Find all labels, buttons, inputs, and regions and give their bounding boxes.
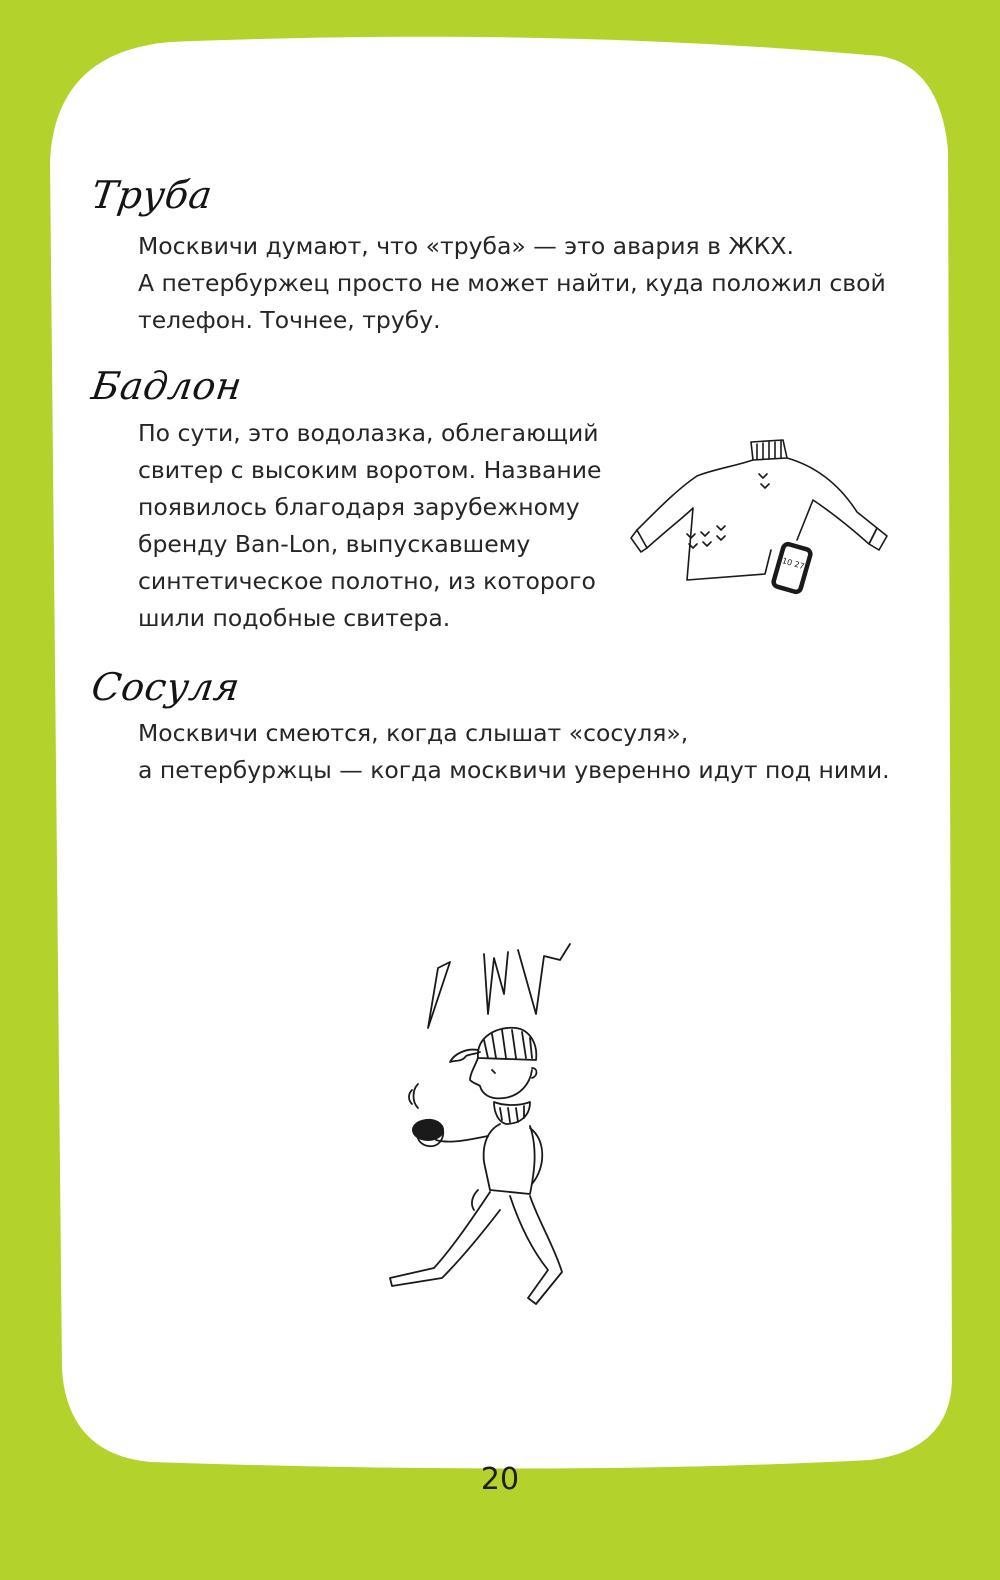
- entry-line: бренду Ban-Lon, выпускавшему: [138, 530, 531, 558]
- entry-text-truba: [138, 228, 886, 339]
- entry-line: А петербуржец просто не может найти, куда положил свой: [138, 269, 886, 297]
- entry-line: а петербуржцы — когда москвичи уверенно идут под ними.: [138, 756, 890, 784]
- entry-line: По сути, это водолазка, облегающий: [138, 419, 599, 447]
- entry-text-badlon: [138, 415, 602, 637]
- entry-line: Москвичи смеются, когда слышат «сосуля»,: [138, 719, 689, 747]
- entry-line: синтетическое полотно, из которого: [138, 567, 596, 595]
- person-walking-under-icicles-icon: [370, 930, 610, 1320]
- entry-title-truba: Труба: [88, 173, 216, 217]
- entry-line: свитер с высоким воротом. Название: [138, 456, 602, 484]
- entry-title-sosulya: Сосуля: [88, 665, 243, 709]
- entry-line: появилось благодаря зарубежному: [138, 493, 580, 521]
- icicle: [484, 952, 508, 1014]
- entry-text-sosulya: [138, 715, 890, 789]
- icicle: [428, 962, 450, 1028]
- sweater-with-phone-icon: [625, 430, 895, 600]
- phone-screen-text: 10 27: [780, 556, 806, 572]
- entry-title-badlon: Бадлон: [88, 364, 245, 408]
- entry-line: Москвичи думают, что «труба» — это авария в ЖКХ.: [138, 232, 795, 260]
- page-number: 20: [480, 1462, 520, 1497]
- icicle: [518, 944, 570, 1014]
- entry-line: телефон. Точнее, трубу.: [138, 306, 441, 334]
- entry-line: шили подобные свитера.: [138, 604, 451, 632]
